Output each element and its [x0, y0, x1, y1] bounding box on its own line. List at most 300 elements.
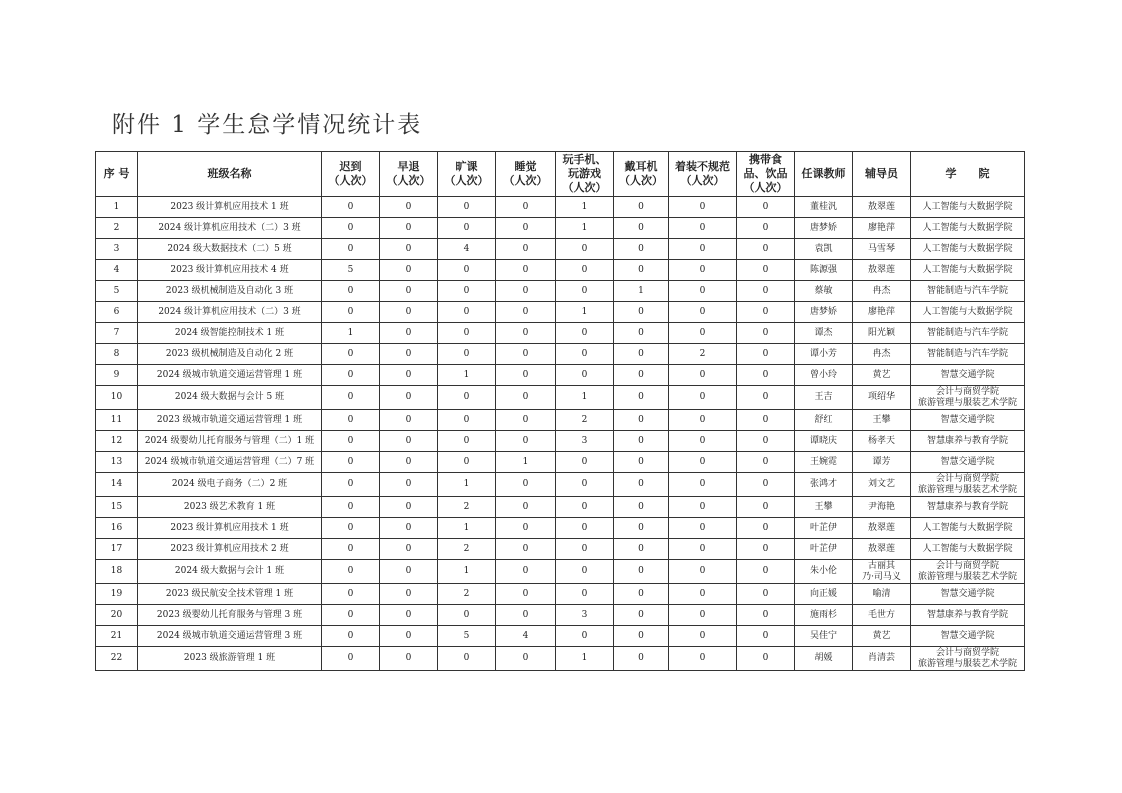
column-header: 着装不规范 （人次） [669, 152, 737, 197]
table-cell: 0 [380, 365, 438, 386]
table-cell: 0 [556, 584, 614, 605]
table-cell: 0 [496, 218, 556, 239]
table-cell: 0 [380, 323, 438, 344]
table-cell: 0 [614, 302, 669, 323]
column-header: 戴耳机 （人次） [614, 152, 669, 197]
table-cell: 0 [556, 452, 614, 473]
table-cell: 王攀 [853, 410, 911, 431]
table-cell: 6 [96, 302, 138, 323]
table-cell: 蔡敏 [795, 281, 853, 302]
table-cell: 2024 级城市轨道交通运营管理 1 班 [138, 365, 322, 386]
table-cell: 0 [737, 323, 795, 344]
table-cell: 0 [669, 518, 737, 539]
table-cell: 1 [438, 473, 496, 497]
table-cell: 0 [737, 473, 795, 497]
table-cell: 11 [96, 410, 138, 431]
table-cell: 0 [614, 197, 669, 218]
table-cell: 0 [737, 365, 795, 386]
table-row [96, 365, 1025, 386]
table-cell: 0 [614, 473, 669, 497]
table-cell: 2024 级城市轨道交通运营管理（二）7 班 [138, 452, 322, 473]
table-cell: 21 [96, 626, 138, 647]
table-cell: 敖翠莲 [853, 518, 911, 539]
table-cell: 人工智能与大数据学院 [911, 239, 1025, 260]
table-cell: 2023 级婴幼儿托育服务与管理 3 班 [138, 605, 322, 626]
table-cell: 0 [614, 365, 669, 386]
table-cell: 0 [614, 605, 669, 626]
column-header: 玩手机、 玩游戏 （人次） [556, 152, 614, 197]
table-cell: 0 [322, 302, 380, 323]
table-cell: 0 [380, 452, 438, 473]
table-cell: 0 [556, 323, 614, 344]
table-cell: 杨孝天 [853, 431, 911, 452]
table-cell: 0 [737, 626, 795, 647]
table-cell: 0 [322, 605, 380, 626]
table-cell: 2024 级计算机应用技术（二）3 班 [138, 218, 322, 239]
table-cell: 1 [496, 452, 556, 473]
column-header: 序 号 [96, 152, 138, 197]
table-cell: 0 [669, 365, 737, 386]
table-cell: 2 [96, 218, 138, 239]
table-cell: 2023 级民航安全技术管理 1 班 [138, 584, 322, 605]
table-cell: 0 [737, 260, 795, 281]
table-cell: 0 [556, 473, 614, 497]
table-cell: 0 [737, 281, 795, 302]
table-cell: 1 [556, 647, 614, 671]
table-cell: 1 [322, 323, 380, 344]
table-cell: 0 [322, 647, 380, 671]
table-cell: 0 [322, 281, 380, 302]
table-cell: 0 [322, 584, 380, 605]
table-cell: 0 [438, 647, 496, 671]
table-cell: 4 [496, 626, 556, 647]
table-cell: 0 [614, 452, 669, 473]
table-cell: 0 [438, 344, 496, 365]
table-cell: 2023 级机械制造及自动化 3 班 [138, 281, 322, 302]
table-cell: 17 [96, 539, 138, 560]
table-cell: 0 [614, 497, 669, 518]
table-cell: 0 [496, 239, 556, 260]
table-cell: 施雨杉 [795, 605, 853, 626]
table-cell: 0 [322, 539, 380, 560]
table-cell: 0 [496, 197, 556, 218]
table-cell: 0 [669, 431, 737, 452]
table-cell: 0 [556, 626, 614, 647]
table-cell: 0 [496, 497, 556, 518]
table-cell: 0 [737, 410, 795, 431]
table-cell: 0 [614, 431, 669, 452]
table-cell: 3 [556, 605, 614, 626]
table-cell: 22 [96, 647, 138, 671]
table-cell: 4 [438, 239, 496, 260]
table-cell: 2 [438, 539, 496, 560]
table-row [96, 386, 1025, 410]
table-cell: 谭芳 [853, 452, 911, 473]
table-cell: 0 [322, 560, 380, 584]
table-cell: 0 [380, 497, 438, 518]
table-cell: 0 [496, 560, 556, 584]
table-cell: 2 [438, 497, 496, 518]
table-cell: 敖翠莲 [853, 539, 911, 560]
table-cell: 舒红 [795, 410, 853, 431]
table-cell: 0 [438, 410, 496, 431]
table-cell: 2024 级大数据与会计 1 班 [138, 560, 322, 584]
column-header: 早退 （人次） [380, 152, 438, 197]
table-cell: 阳光颖 [853, 323, 911, 344]
table-cell: 人工智能与大数据学院 [911, 518, 1025, 539]
table-cell: 0 [380, 281, 438, 302]
table-cell: 0 [614, 239, 669, 260]
table-cell: 0 [380, 539, 438, 560]
table-cell: 0 [737, 584, 795, 605]
table-row [96, 431, 1025, 452]
table-cell: 0 [496, 605, 556, 626]
statistics-table [95, 151, 1025, 671]
table-cell: 2024 级婴幼儿托育服务与管理（二）1 班 [138, 431, 322, 452]
table-cell: 王婉霓 [795, 452, 853, 473]
table-cell: 20 [96, 605, 138, 626]
table-cell: 会计与商贸学院 旅游管理与服装艺术学院 [911, 386, 1025, 410]
table-cell: 3 [96, 239, 138, 260]
table-cell: 0 [737, 302, 795, 323]
table-cell: 1 [556, 302, 614, 323]
table-cell: 谭小芳 [795, 344, 853, 365]
table-cell: 0 [322, 410, 380, 431]
table-row [96, 584, 1025, 605]
table-cell: 0 [438, 302, 496, 323]
table-cell: 12 [96, 431, 138, 452]
table-cell: 0 [496, 473, 556, 497]
table-cell: 0 [614, 344, 669, 365]
table-cell: 人工智能与大数据学院 [911, 218, 1025, 239]
table-cell: 0 [737, 386, 795, 410]
table-cell: 智能制造与汽车学院 [911, 344, 1025, 365]
table-cell: 0 [737, 497, 795, 518]
table-cell: 毛世方 [853, 605, 911, 626]
table-cell: 0 [556, 518, 614, 539]
column-header: 辅导员 [853, 152, 911, 197]
table-cell: 智能制造与汽车学院 [911, 281, 1025, 302]
table-cell: 5 [96, 281, 138, 302]
table-cell: 0 [669, 584, 737, 605]
table-cell: 0 [737, 239, 795, 260]
table-cell: 0 [737, 539, 795, 560]
table-cell: 黄艺 [853, 626, 911, 647]
table-cell: 0 [669, 560, 737, 584]
table-cell: 0 [322, 431, 380, 452]
table-cell: 0 [438, 197, 496, 218]
table-cell: 0 [438, 605, 496, 626]
table-cell: 0 [496, 647, 556, 671]
table-cell: 智慧康养与教育学院 [911, 605, 1025, 626]
table-cell: 0 [669, 497, 737, 518]
table-cell: 谭杰 [795, 323, 853, 344]
column-header: 班级名称 [138, 152, 322, 197]
table-cell: 0 [556, 281, 614, 302]
table-row [96, 302, 1025, 323]
table-cell: 马雪琴 [853, 239, 911, 260]
column-header: 携带食 品、饮品 （人次） [737, 152, 795, 197]
table-cell: 叶芷伊 [795, 539, 853, 560]
table-cell: 1 [614, 281, 669, 302]
table-cell: 0 [496, 539, 556, 560]
table-cell: 0 [380, 386, 438, 410]
table-cell: 0 [380, 518, 438, 539]
table-cell: 0 [438, 452, 496, 473]
table-header [96, 152, 1025, 197]
table-cell: 1 [556, 197, 614, 218]
table-cell: 0 [669, 605, 737, 626]
table-row [96, 218, 1025, 239]
table-cell: 0 [669, 626, 737, 647]
table-cell: 0 [614, 647, 669, 671]
table-cell: 0 [614, 518, 669, 539]
table-cell: 0 [556, 560, 614, 584]
table-cell: 会计与商贸学院 旅游管理与服装艺术学院 [911, 560, 1025, 584]
table-cell: 0 [556, 497, 614, 518]
table-cell: 0 [737, 605, 795, 626]
table-cell: 1 [438, 518, 496, 539]
table-row [96, 452, 1025, 473]
table-cell: 人工智能与大数据学院 [911, 197, 1025, 218]
table-cell: 0 [380, 431, 438, 452]
table-row [96, 239, 1025, 260]
table-cell: 智慧交通学院 [911, 452, 1025, 473]
table-cell: 廖艳萍 [853, 218, 911, 239]
table-row [96, 323, 1025, 344]
column-header: 旷课 （人次） [438, 152, 496, 197]
table-row [96, 344, 1025, 365]
table-cell: 胡媛 [795, 647, 853, 671]
table-cell: 2024 级大数据技术（二）5 班 [138, 239, 322, 260]
table-cell: 智能制造与汽车学院 [911, 323, 1025, 344]
table-cell: 0 [496, 386, 556, 410]
table-cell: 0 [380, 239, 438, 260]
table-cell: 1 [96, 197, 138, 218]
table-cell: 0 [380, 410, 438, 431]
table-cell: 2 [556, 410, 614, 431]
table-cell: 项绍华 [853, 386, 911, 410]
table-cell: 2 [438, 584, 496, 605]
table-row [96, 647, 1025, 671]
table-row [96, 260, 1025, 281]
table-cell: 0 [669, 239, 737, 260]
table-cell: 0 [380, 473, 438, 497]
table-cell: 0 [496, 344, 556, 365]
table-cell: 0 [737, 518, 795, 539]
table-cell: 0 [322, 344, 380, 365]
table-cell: 0 [496, 410, 556, 431]
table-cell: 0 [438, 386, 496, 410]
table-cell: 0 [737, 344, 795, 365]
table-cell: 0 [737, 218, 795, 239]
table-cell: 会计与商贸学院 旅游管理与服装艺术学院 [911, 473, 1025, 497]
table-cell: 3 [556, 431, 614, 452]
table-cell: 敖翠莲 [853, 260, 911, 281]
table-cell: 7 [96, 323, 138, 344]
table-cell: 2023 级城市轨道交通运营管理 1 班 [138, 410, 322, 431]
table-cell: 0 [669, 410, 737, 431]
table-cell: 8 [96, 344, 138, 365]
table-cell: 0 [669, 323, 737, 344]
table-cell: 0 [669, 647, 737, 671]
table-cell: 0 [669, 386, 737, 410]
table-row [96, 473, 1025, 497]
table-cell: 0 [669, 197, 737, 218]
table-cell: 古丽其 乃·司马义 [853, 560, 911, 584]
table-row [96, 539, 1025, 560]
table-cell: 5 [322, 260, 380, 281]
table-cell: 0 [669, 302, 737, 323]
table-cell: 陈源强 [795, 260, 853, 281]
table-cell: 0 [614, 410, 669, 431]
table-row [96, 410, 1025, 431]
table-cell: 2024 级计算机应用技术（二）3 班 [138, 302, 322, 323]
table-cell: 智慧交通学院 [911, 365, 1025, 386]
table-cell: 唐梦娇 [795, 218, 853, 239]
table-cell: 2023 级计算机应用技术 2 班 [138, 539, 322, 560]
table-cell: 0 [380, 302, 438, 323]
table-cell: 0 [380, 605, 438, 626]
table-cell: 2024 级智能控制技术 1 班 [138, 323, 322, 344]
table-cell: 0 [380, 626, 438, 647]
table-cell: 4 [96, 260, 138, 281]
table-cell: 0 [496, 584, 556, 605]
table-cell: 0 [614, 626, 669, 647]
table-cell: 廖艳萍 [853, 302, 911, 323]
table-cell: 0 [669, 539, 737, 560]
table-cell: 0 [737, 647, 795, 671]
table-cell: 曾小玲 [795, 365, 853, 386]
table-cell: 0 [669, 218, 737, 239]
table-cell: 0 [380, 260, 438, 281]
table-cell: 0 [380, 584, 438, 605]
table-body [96, 197, 1025, 671]
table-cell: 人工智能与大数据学院 [911, 260, 1025, 281]
table-cell: 0 [614, 323, 669, 344]
table-cell: 肖清芸 [853, 647, 911, 671]
table-cell: 0 [380, 197, 438, 218]
table-cell: 0 [496, 431, 556, 452]
table-cell: 0 [438, 260, 496, 281]
table-cell: 0 [614, 386, 669, 410]
table-cell: 董桂汎 [795, 197, 853, 218]
table-cell: 14 [96, 473, 138, 497]
table-cell: 1 [556, 386, 614, 410]
table-cell: 0 [322, 626, 380, 647]
table-cell: 王吉 [795, 386, 853, 410]
table-cell: 0 [496, 302, 556, 323]
table-row [96, 605, 1025, 626]
table-cell: 9 [96, 365, 138, 386]
table-cell: 0 [614, 260, 669, 281]
table-cell: 唐梦娇 [795, 302, 853, 323]
table-cell: 0 [322, 473, 380, 497]
table-cell: 2023 级机械制造及自动化 2 班 [138, 344, 322, 365]
table-row [96, 281, 1025, 302]
table-cell: 敖翠莲 [853, 197, 911, 218]
table-cell: 0 [380, 344, 438, 365]
table-cell: 冉杰 [853, 281, 911, 302]
table-cell: 0 [438, 281, 496, 302]
table-cell: 1 [556, 218, 614, 239]
table-cell: 18 [96, 560, 138, 584]
table-cell: 0 [322, 197, 380, 218]
table-cell: 吴佳宁 [795, 626, 853, 647]
table-cell: 1 [438, 365, 496, 386]
table-cell: 2024 级电子商务（二）2 班 [138, 473, 322, 497]
header-row [96, 152, 1025, 197]
table-cell: 张鸿才 [795, 473, 853, 497]
table-cell: 10 [96, 386, 138, 410]
table-cell: 0 [737, 560, 795, 584]
table-cell: 喻清 [853, 584, 911, 605]
table-cell: 冉杰 [853, 344, 911, 365]
table-cell: 向正媛 [795, 584, 853, 605]
table-cell: 0 [496, 260, 556, 281]
table-cell: 0 [380, 218, 438, 239]
table-cell: 0 [322, 386, 380, 410]
table-cell: 智慧交通学院 [911, 410, 1025, 431]
table-cell: 0 [556, 365, 614, 386]
table-cell: 0 [556, 344, 614, 365]
table-cell: 2024 级大数据与会计 5 班 [138, 386, 322, 410]
table-cell: 16 [96, 518, 138, 539]
table-cell: 0 [496, 323, 556, 344]
table-cell: 王攀 [795, 497, 853, 518]
column-header: 迟到 （人次） [322, 152, 380, 197]
table-cell: 0 [669, 281, 737, 302]
table-cell: 2023 级旅游管理 1 班 [138, 647, 322, 671]
table-row [96, 497, 1025, 518]
table-cell: 5 [438, 626, 496, 647]
table-cell: 智慧康养与教育学院 [911, 497, 1025, 518]
table-cell: 0 [556, 539, 614, 560]
table-cell: 0 [737, 197, 795, 218]
table-cell: 袁凯 [795, 239, 853, 260]
table-cell: 19 [96, 584, 138, 605]
table-cell: 0 [614, 560, 669, 584]
table-cell: 13 [96, 452, 138, 473]
table-cell: 2024 级城市轨道交通运营管理 3 班 [138, 626, 322, 647]
table-cell: 叶芷伊 [795, 518, 853, 539]
table-row [96, 518, 1025, 539]
table-cell: 0 [737, 452, 795, 473]
table-cell: 1 [438, 560, 496, 584]
table-cell: 0 [322, 239, 380, 260]
table-cell: 0 [669, 260, 737, 281]
table-cell: 朱小伦 [795, 560, 853, 584]
table-cell: 黄艺 [853, 365, 911, 386]
table-cell: 0 [380, 647, 438, 671]
table-cell: 0 [496, 365, 556, 386]
table-cell: 0 [669, 452, 737, 473]
table-cell: 2023 级计算机应用技术 1 班 [138, 197, 322, 218]
table-cell: 2 [669, 344, 737, 365]
table-cell: 0 [438, 323, 496, 344]
column-header: 睡觉 （人次） [496, 152, 556, 197]
table-row [96, 197, 1025, 218]
column-header: 任课教师 [795, 152, 853, 197]
table-cell: 0 [438, 431, 496, 452]
table-cell: 0 [322, 365, 380, 386]
table-cell: 0 [322, 518, 380, 539]
table-cell: 0 [556, 239, 614, 260]
table-cell: 人工智能与大数据学院 [911, 302, 1025, 323]
table-cell: 2023 级艺术教育 1 班 [138, 497, 322, 518]
table-cell: 0 [438, 218, 496, 239]
table-cell: 0 [322, 452, 380, 473]
